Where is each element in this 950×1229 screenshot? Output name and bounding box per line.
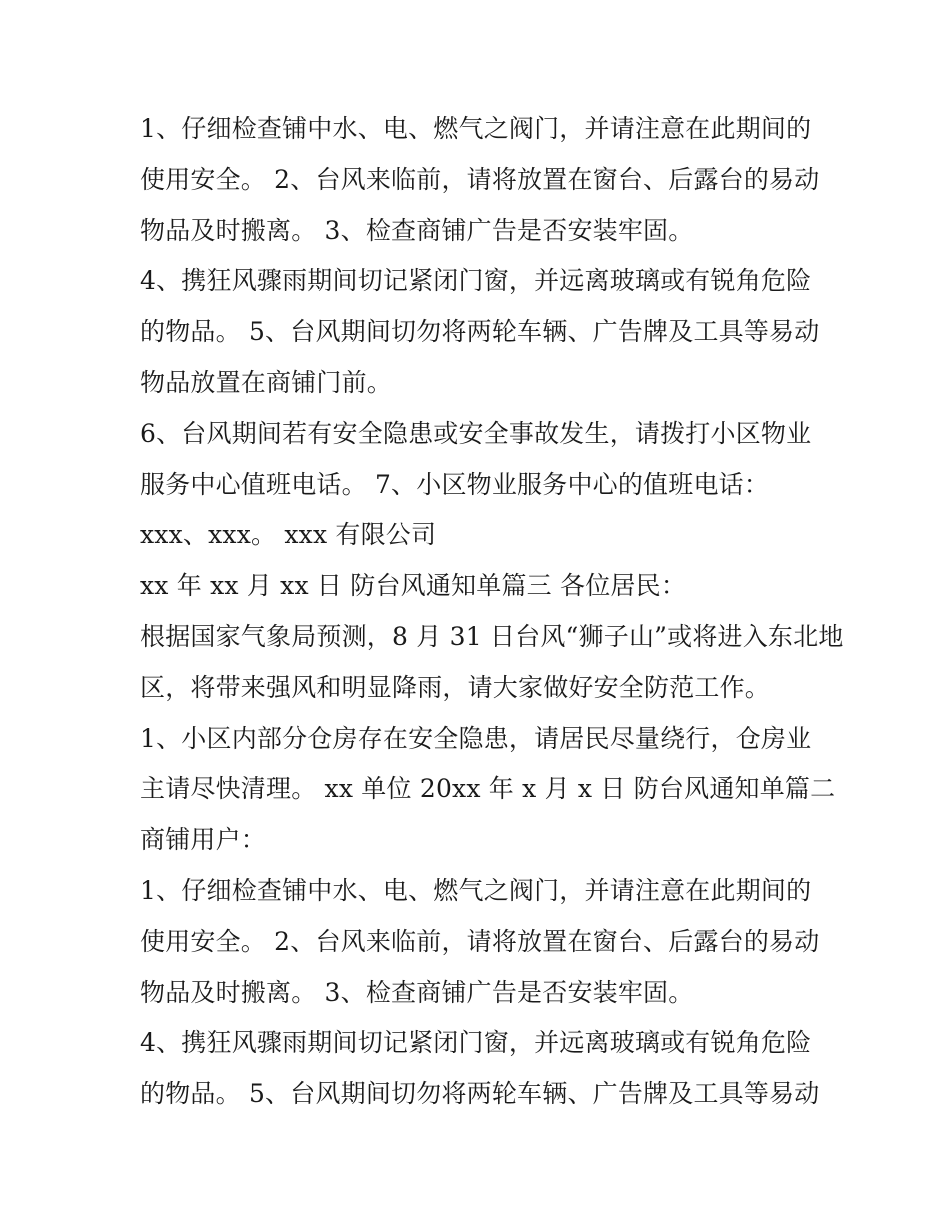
text-line-7: 6、台风期间若有安全隐患或安全事故发生，请拨打小区物业 bbox=[140, 418, 812, 448]
text-line-3: 物品及时搬离。 3、检查商铺广告是否安装牢固。 bbox=[140, 215, 694, 245]
text-line-15: 商铺用户： bbox=[140, 825, 267, 855]
text-line-6: 物品放置在商铺门前。 bbox=[140, 367, 393, 397]
text-line-10: xx 年 xx 月 xx 日 防台风通知单篇三 各位居民： bbox=[140, 571, 687, 601]
text-line-1: 1、仔细检查铺中水、电、燃气之阀门，并请注意在此期间的 bbox=[140, 114, 812, 143]
text-line-2: 使用安全。 2、台风来临前，请将放置在窗台、后露台的易动 bbox=[140, 164, 820, 194]
document-body bbox=[140, 104, 844, 1120]
text-line-12: 区，将带来强风和明显降雨，请大家做好安全防范工作。 bbox=[140, 672, 771, 702]
text-line-14: 主请尽快清理。 xx 单位 20xx 年 x 月 x 日 防台风通知单篇二 bbox=[140, 774, 836, 804]
text-line-17: 使用安全。 2、台风来临前，请将放置在窗台、后露台的易动 bbox=[140, 926, 820, 956]
text-line-8: 服务中心值班电话。 7、小区物业服务中心的值班电话： bbox=[140, 469, 770, 499]
text-line-5: 的物品。 5、台风期间切勿将两轮车辆、广告牌及工具等易动 bbox=[140, 317, 820, 347]
text-line-4: 4、携狂风骤雨期间切记紧闭门窗，并远离玻璃或有锐角危险 bbox=[140, 266, 812, 296]
text-line-11: 根据国家气象局预测，8 月 31 日台风“狮子山”或将进入东北地 bbox=[140, 621, 844, 651]
text-line-13: 1、小区内部分仓房存在安全隐患，请居民尽量绕行，仓房业 bbox=[140, 723, 812, 753]
text-line-19: 4、携狂风骤雨期间切记紧闭门窗，并远离玻璃或有锐角危险 bbox=[140, 1028, 812, 1058]
text-line-16: 1、仔细检查铺中水、电、燃气之阀门，并请注意在此期间的 bbox=[140, 875, 812, 905]
text-line-20: 的物品。 5、台风期间切勿将两轮车辆、广告牌及工具等易动 bbox=[140, 1079, 820, 1109]
text-line-9: xxx、xxx。 xxx 有限公司 bbox=[140, 520, 437, 550]
text-line-18: 物品及时搬离。 3、检查商铺广告是否安装牢固。 bbox=[140, 977, 694, 1007]
